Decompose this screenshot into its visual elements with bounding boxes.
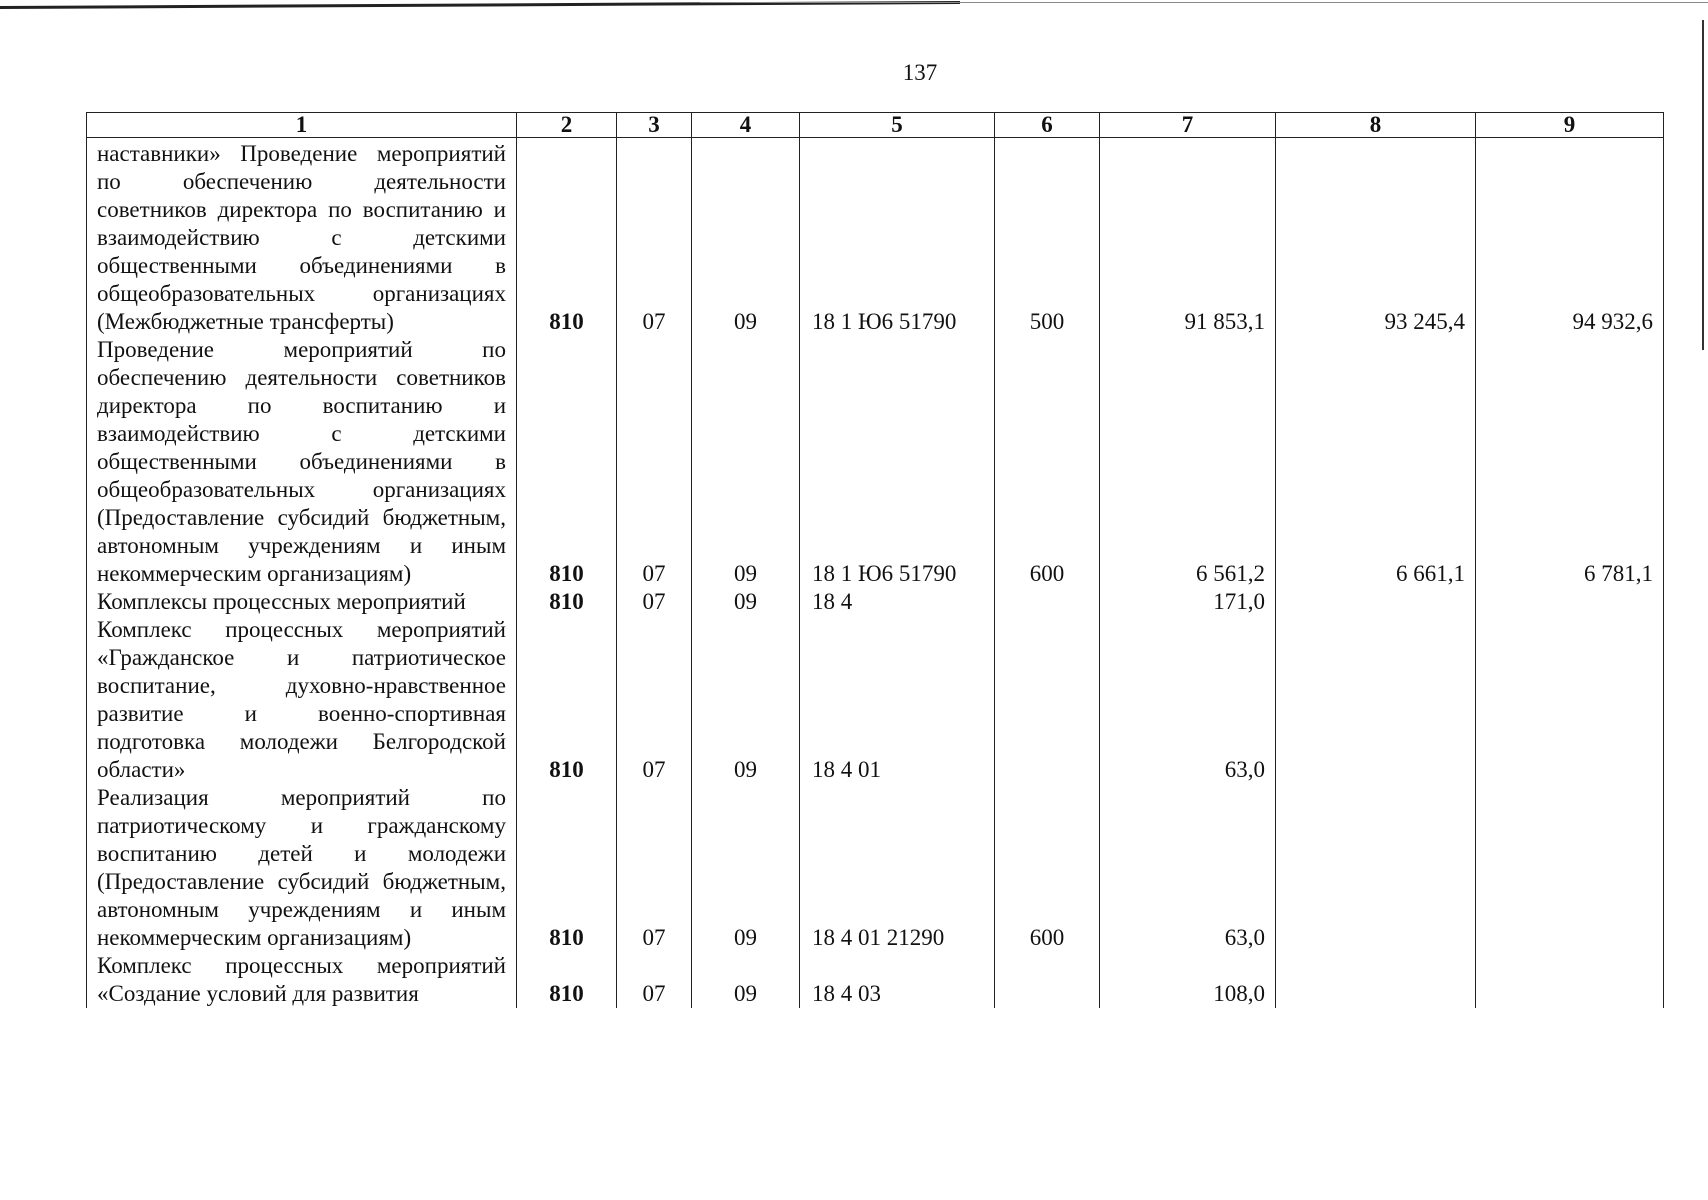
cell-amount-9: 94 932,6 (1476, 138, 1664, 337)
top-rule-thin (700, 2, 1708, 3)
cell-target-code: 18 4 01 21290 (800, 784, 995, 952)
header-row (87, 113, 1664, 138)
cell-amount-9 (1476, 952, 1664, 1008)
table-row (87, 952, 1664, 1008)
cell-subsection: 09 (692, 616, 800, 784)
table-row (87, 336, 1664, 588)
cell-section: 07 (617, 784, 692, 952)
cell-section: 07 (617, 616, 692, 784)
table-row (87, 588, 1664, 616)
budget-table-wrapper (86, 112, 1664, 1008)
budget-table (86, 112, 1664, 1008)
row-name: наставники» Проведение мероприятий по обеспечению деятельности советников директора по воспитанию и взаимодействию с детскими общественными объединениями в общеобразовательных организациях (Межбюджетные трансферты) (87, 138, 517, 337)
row-name: Комплексы процессных мероприятий (87, 588, 517, 616)
cell-ministry-code: 810 (517, 616, 617, 784)
cell-ministry-code: 810 (517, 952, 617, 1008)
cell-expense-type (995, 588, 1100, 616)
cell-subsection: 09 (692, 784, 800, 952)
cell-amount-9 (1476, 616, 1664, 784)
cell-amount-8 (1276, 784, 1476, 952)
cell-amount-8: 6 661,1 (1276, 336, 1476, 588)
cell-ministry-code: 810 (517, 336, 617, 588)
cell-subsection: 09 (692, 952, 800, 1008)
header-col-7: 7 (1100, 113, 1276, 138)
cell-section: 07 (617, 336, 692, 588)
table-row (87, 616, 1664, 784)
cell-ministry-code: 810 (517, 138, 617, 337)
table-row (87, 138, 1664, 337)
cell-section: 07 (617, 952, 692, 1008)
row-name: Комплекс процессных мероприятий «Создание условий для развития (87, 952, 517, 1008)
cell-subsection: 09 (692, 336, 800, 588)
header-col-1: 1 (87, 113, 517, 138)
cell-expense-type: 600 (995, 784, 1100, 952)
cell-amount-8 (1276, 588, 1476, 616)
cell-ministry-code: 810 (517, 784, 617, 952)
header-col-6: 6 (995, 113, 1100, 138)
cell-subsection: 09 (692, 138, 800, 337)
cell-amount-9 (1476, 784, 1664, 952)
cell-amount-7: 63,0 (1100, 784, 1276, 952)
header-col-5: 5 (800, 113, 995, 138)
page-number: 137 (902, 60, 938, 85)
cell-subsection: 09 (692, 588, 800, 616)
cell-amount-7: 6 561,2 (1100, 336, 1276, 588)
cell-amount-7: 91 853,1 (1100, 138, 1276, 337)
cell-ministry-code: 810 (517, 588, 617, 616)
cell-target-code: 18 4 (800, 588, 995, 616)
cell-expense-type: 600 (995, 336, 1100, 588)
header-col-4: 4 (692, 113, 800, 138)
cell-target-code: 18 1 Ю6 51790 (800, 138, 995, 337)
cell-amount-7: 63,0 (1100, 616, 1276, 784)
cell-amount-8: 93 245,4 (1276, 138, 1476, 337)
cell-expense-type (995, 952, 1100, 1008)
header-col-3: 3 (617, 113, 692, 138)
row-name: Проведение мероприятий по обеспечению деятельности советников директора по воспитанию и взаимодействию с детскими общественными объединениями в общеобразовательных организациях (Предоставление субсидий бюджетным, автономным учреждениям и иным некоммерческим организациям) (87, 336, 517, 588)
cell-amount-9: 6 781,1 (1476, 336, 1664, 588)
table-row (87, 784, 1664, 952)
header-col-8: 8 (1276, 113, 1476, 138)
cell-amount-7: 171,0 (1100, 588, 1276, 616)
cell-target-code: 18 4 03 (800, 952, 995, 1008)
cell-target-code: 18 1 Ю6 51790 (800, 336, 995, 588)
cell-amount-8 (1276, 616, 1476, 784)
cell-amount-9 (1476, 588, 1664, 616)
cell-amount-7: 108,0 (1100, 952, 1276, 1008)
header-col-2: 2 (517, 113, 617, 138)
header-col-9: 9 (1476, 113, 1664, 138)
cell-target-code: 18 4 01 (800, 616, 995, 784)
cell-section: 07 (617, 138, 692, 337)
cell-section: 07 (617, 588, 692, 616)
cell-amount-8 (1276, 952, 1476, 1008)
cell-expense-type (995, 616, 1100, 784)
row-name: Реализация мероприятий по патриотическому и гражданскому воспитанию детей и молодежи (Предоставление субсидий бюджетным, автономным учреждениям и иным некоммерческим организациям) (87, 784, 517, 952)
row-name: Комплекс процессных мероприятий «Гражданское и патриотическое воспитание, духовно-нравственное развитие и военно-спортивная подготовка молодежи Белгородской области» (87, 616, 517, 784)
cell-expense-type: 500 (995, 138, 1100, 337)
